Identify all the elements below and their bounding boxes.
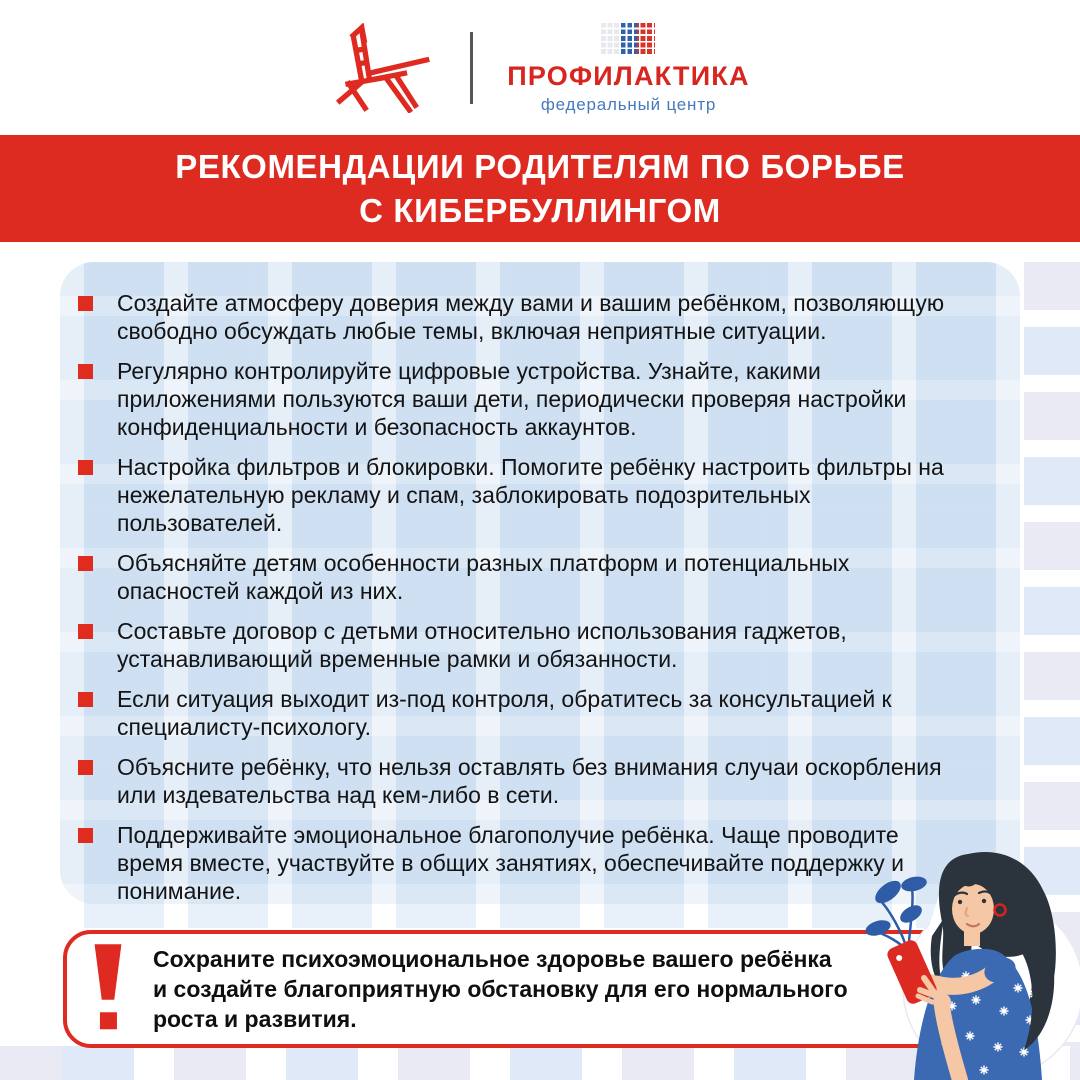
chair-logo-icon	[330, 23, 436, 113]
bullet-square-icon	[78, 828, 93, 843]
recommendation-text: Настройка фильтров и блокировки. Помогите ребёнку настроить фильтры на нежелательную рекламу и спам, заблокировать подозрительных пользователей.	[117, 454, 944, 536]
logo-divider	[470, 32, 473, 104]
pixel-grid-icon	[601, 21, 655, 54]
bullet-square-icon	[78, 364, 93, 379]
exclamation-icon	[91, 941, 125, 1037]
header	[0, 0, 1080, 135]
bullet-square-icon	[78, 460, 93, 475]
list-item	[78, 685, 990, 741]
list-item	[78, 617, 990, 673]
bullet-square-icon	[78, 556, 93, 571]
recommendation-text: Создайте атмосферу доверия между вами и вашим ребёнком, позволяющую свободно обсуждать любые темы, включая неприятные ситуации.	[117, 290, 945, 344]
callout-line-1: Сохраните психоэмоциональное здоровье вашего ребёнка	[153, 946, 832, 972]
recommendation-text: Объясняйте детям особенности разных платформ и потенциальных опасностей каждой из них.	[117, 550, 850, 604]
list-item	[78, 753, 990, 809]
brand-block	[507, 21, 749, 115]
recommendations-list	[78, 289, 990, 905]
title-line-1: РЕКОМЕНДАЦИИ РОДИТЕЛЯМ ПО БОРЬБЕ	[175, 147, 905, 185]
recommendation-text: Регулярно контролируйте цифровые устройства. Узнайте, какими приложениями пользуются ваши дети, периодически проверяя настройки конфиденциальности и безопасность аккаунтов.	[117, 358, 907, 440]
bullet-square-icon	[78, 760, 93, 775]
title-line-2: С КИБЕРБУЛЛИНГОМ	[359, 191, 721, 229]
list-item	[78, 549, 990, 605]
bullet-square-icon	[78, 624, 93, 639]
recommendation-text: Поддерживайте эмоциональное благополучие ребёнка. Чаще проводите время вместе, участвуйте в общих занятиях, обеспечивайте поддержку и понимание.	[117, 822, 905, 904]
callout-line-2: и создайте благоприятную обстановку для его нормального	[153, 976, 848, 1002]
title-banner	[0, 135, 1080, 242]
callout-text	[153, 944, 848, 1034]
recommendation-text: Объясните ребёнку, что нельзя оставлять без внимания случаи оскорбления или издевательства над кем-либо в сети.	[117, 754, 942, 808]
brand-subtitle: федеральный центр	[540, 94, 717, 114]
page-title	[175, 145, 905, 232]
list-item	[78, 453, 990, 537]
list-item	[78, 357, 990, 441]
brand-name: ПРОФИЛАКТИКА	[507, 60, 750, 91]
callout-line-3: роста и развития.	[153, 1006, 357, 1032]
recommendation-text: Составьте договор с детьми относительно использования гаджетов, устанавливающий временные рамки и обязанности.	[117, 618, 847, 672]
bullet-square-icon	[78, 692, 93, 707]
bullet-square-icon	[78, 296, 93, 311]
recommendation-text: Если ситуация выходит из-под контроля, обратитесь за консультацией к специалисту-психологу.	[117, 686, 892, 740]
recommendations-panel	[60, 262, 1020, 904]
woman-with-phone-illustration	[848, 848, 1080, 1080]
list-item	[78, 289, 990, 345]
